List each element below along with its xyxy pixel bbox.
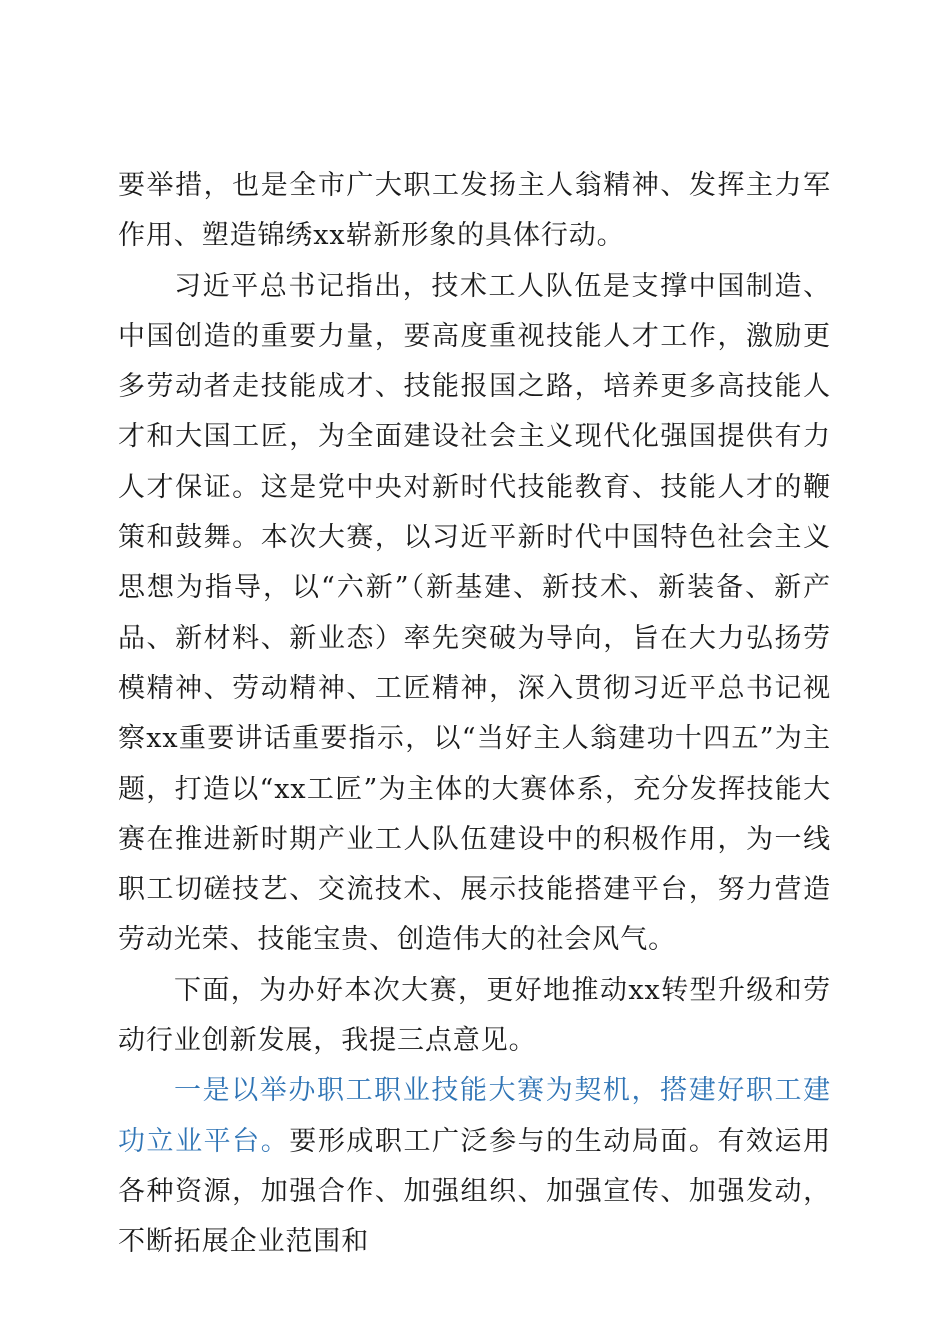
paragraph-three-opinions: 下面，为办好本次大赛，更好地推动xx转型升级和劳动行业创新发展，我提三点意见。 — [118, 974, 831, 1057]
point-one-body: 要形成职工广泛参与的生动局面。有效运用各种资源，加强合作、加强组织、加强宣传、加强发动，不断拓展企业范围和 — [118, 1125, 831, 1258]
paragraph-xi-quote: 习近平总书记指出，技术工人队伍是支撑中国制造、中国创造的重要力量，要高度重视技能人才工作，激励更多劳动者走技能成才、技能报国之路，培养更多高技能人才和大国工匠，为全面建设社会主义现代化强国提供有力人才保证。这是党中央对新时代技能教育、技能人才的鞭策和鼓舞。本次大赛，以习近平新时代中国特色社会主义思想为指导，以“六新”（新基建、新技术、新装备、新产品、新材料、新业态）率先突破为导向，旨在大力弘扬劳模精神、劳动精神、工匠精神，深入贯彻习近平总书记视察xx重要讲话重要指示，以“当好主人翁建功十四五”为主题，打造以“xx工匠”为主体的大赛体系，充分发挥技能大赛在推进新时期产业工人队伍建设中的积极作用，为一线职工切磋技艺、交流技术、展示技能搭建平台，努力营造劳动光荣、技能宝贵、创造伟大的社会风气。 — [118, 270, 831, 956]
paragraph-continuation: 要举措，也是全市广大职工发扬主人翁精神、发挥主力军作用、塑造锦绣xx崭新形象的具体行动。 — [118, 170, 831, 252]
point-one-heading: 一是以举办职工职业技能大赛为契机，搭建好职工建功立业平台。 — [118, 1075, 831, 1157]
paragraph-point-one — [118, 1066, 831, 1267]
body-text — [118, 161, 831, 1268]
